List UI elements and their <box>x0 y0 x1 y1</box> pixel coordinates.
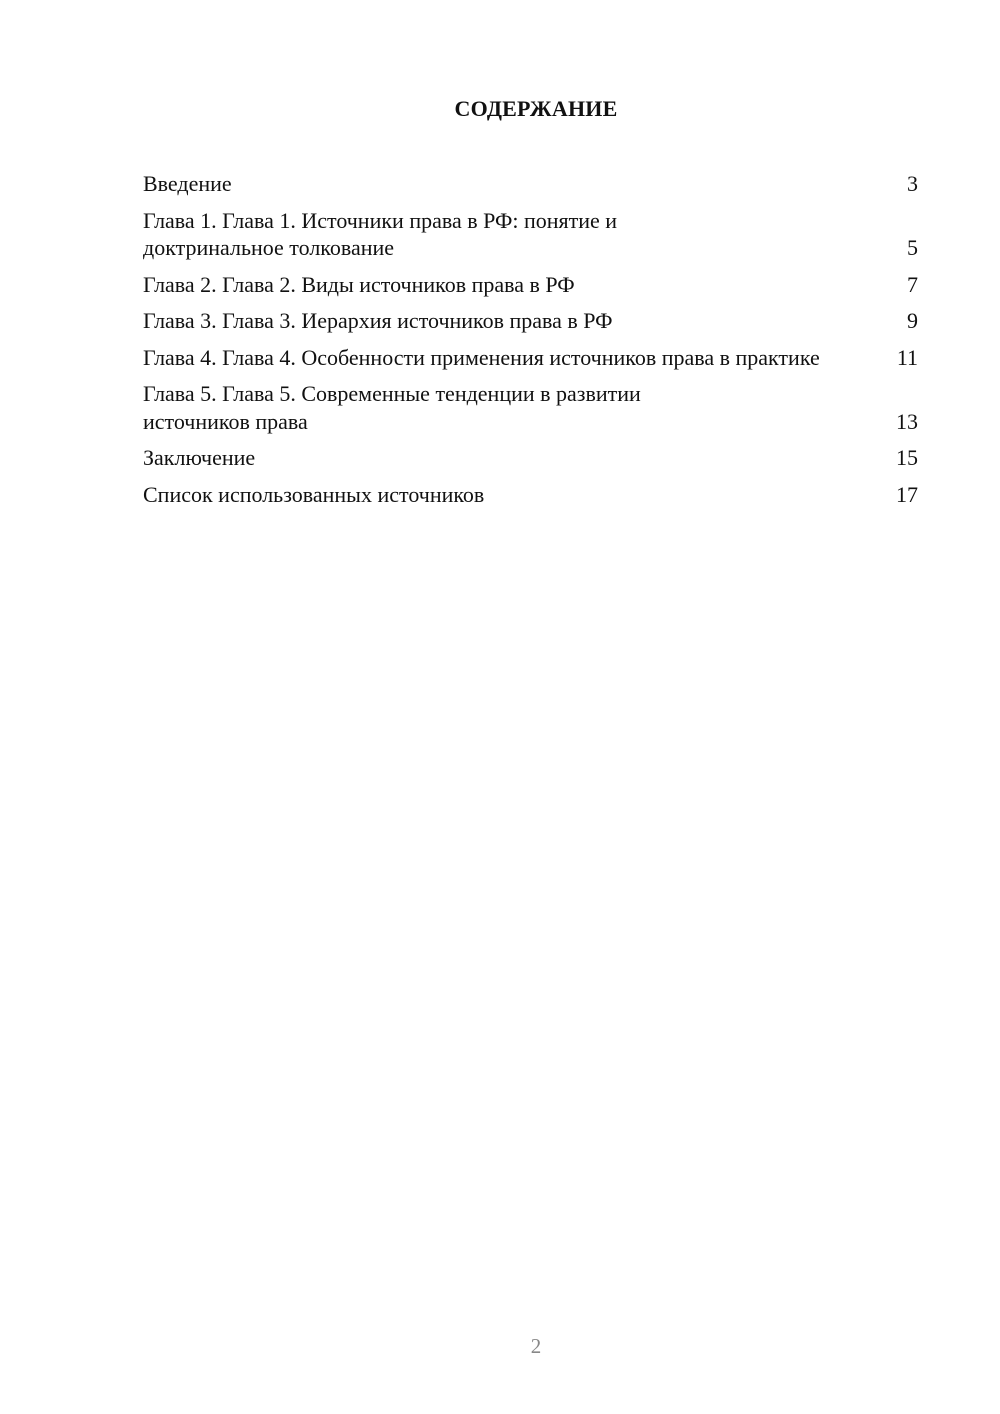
table-of-contents <box>143 170 918 517</box>
toc-entry-label: Заключение <box>143 445 256 470</box>
toc-entry-page: 7 <box>907 271 918 297</box>
toc-entry-page: 15 <box>896 445 918 470</box>
toc-entry-introduction <box>143 170 918 198</box>
toc-entry-references <box>143 481 918 509</box>
toc-entry-label: Глава 4. Глава 4. Особенности применения источников права в практике <box>143 344 820 370</box>
toc-entry-conclusion <box>143 444 918 472</box>
toc-entry-page: 13 <box>896 408 918 434</box>
toc-entry-page: 9 <box>907 308 918 333</box>
toc-entry-chapter-2 <box>143 271 918 299</box>
toc-entry-page: 3 <box>907 171 918 196</box>
toc-entry-chapter-3 <box>143 307 918 335</box>
toc-entry-chapter-5 <box>143 380 918 435</box>
toc-entry-label: Список использованных источников <box>143 481 485 507</box>
toc-entry-label: Глава 1. Глава 1. Источники права в РФ: понятие и доктринальное толкование <box>143 207 618 260</box>
toc-entry-label: Введение <box>143 171 232 196</box>
page-title: СОДЕРЖАНИЕ <box>454 96 618 121</box>
toc-entry-chapter-1 <box>143 207 918 262</box>
toc-entry-label: Глава 2. Глава 2. Виды источников права в РФ <box>143 271 575 297</box>
toc-entry-page: 17 <box>896 481 918 507</box>
page-number: 2 <box>530 1334 542 1358</box>
toc-entry-page: 11 <box>896 344 918 370</box>
toc-entry-label: Глава 3. Глава 3. Иерархия источников права в РФ <box>143 308 613 333</box>
toc-entry-label: Глава 5. Глава 5. Современные тенденции в развитии источников права <box>143 381 641 434</box>
toc-entry-page: 5 <box>907 235 918 260</box>
toc-entry-chapter-4 <box>143 344 918 372</box>
